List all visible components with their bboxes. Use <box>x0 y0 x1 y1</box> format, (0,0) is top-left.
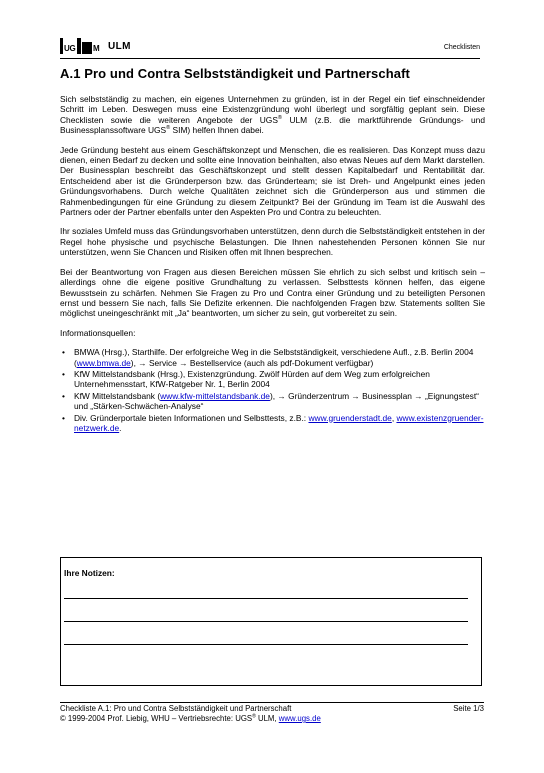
logo-block-right <box>82 42 92 54</box>
source-text: KfW Mittelstandsbank ( <box>74 390 161 401</box>
notes-line <box>64 621 468 622</box>
source-item <box>60 347 485 368</box>
page-header <box>60 38 480 58</box>
bullet-icon: • <box>62 347 65 358</box>
ugs-logo <box>60 38 131 54</box>
source-text: KfW Mittelstandsbank (Hrsg.), Existenzgründung. Zwölf Hürden auf dem Weg zum erfolgreichen Unternehmensstart, KfW-Ratgeber Nr. 1, Berlin 2004 <box>74 368 430 390</box>
source-text: ), → Service → Bestellservice (auch als pdf-Dokument verfügbar) <box>130 357 374 368</box>
page-number: Seite 1/3 <box>453 704 484 713</box>
notes-line <box>64 644 468 645</box>
sources-label: Informationsquellen: <box>60 327 136 338</box>
main-content <box>60 94 485 434</box>
bullet-icon: • <box>62 368 65 379</box>
doc-label: Checklisten <box>443 44 480 51</box>
source-link-gruenderstadt[interactable]: www.gruenderstadt.de <box>308 412 392 423</box>
source-text: Div. Gründerportale bieten Informationen und Selbsttests, z.B.: <box>74 412 309 423</box>
copyright-text: ULM, <box>255 714 279 723</box>
source-item <box>60 413 485 434</box>
source-text: BMWA (Hrsg.), Starthilfe. Der erfolgreiche Weg in die Selbstständigkeit, verschiedene Aufl., z.B. Berlin 2004 ( <box>74 347 474 368</box>
intro-paragraph <box>60 94 485 136</box>
ugs-website-link[interactable]: www.ugs.de <box>278 714 321 723</box>
footer-copyright <box>60 714 484 724</box>
social-paragraph: Ihr soziales Umfeld muss das Gründungsvorhaben unterstützen, denn durch die Selbstständigkeit entstehen in der Regel hohe physische und psychische Belastungen. Die Ihnen nahestehenden Personen können Sie nur unterstützen, wenn Sie Chancen und Risiken offen mit Ihnen besprechen. <box>60 226 485 258</box>
intro-text-1: Sich selbstständig zu machen, ein eigenes Unternehmen zu gründen, ist in der Regel ein tief einschneidender Schritt im Leben. Deswegen muss eine Existenzgründung wohl überlegt und sorgfältig geplant sein. Diese Checklisten sowie die weiteren Angebote der UGS <box>60 94 485 125</box>
source-text: . <box>119 422 122 433</box>
intro-text-3: SIM) helfen Ihnen dabei. <box>170 125 264 136</box>
page-footer <box>60 704 484 724</box>
registered-mark: ® <box>252 713 256 720</box>
logo-bar-left <box>60 38 63 54</box>
notes-title: Ihre Notizen: <box>64 568 115 578</box>
logo-letters-right: M <box>93 44 100 53</box>
source-item <box>60 369 485 390</box>
logo-letters-left: UG <box>64 44 76 53</box>
registered-mark: ® <box>166 125 171 132</box>
bullet-icon: • <box>62 412 65 423</box>
source-link-kfw[interactable]: www.kfw-mittelstandsbank.de <box>160 390 270 401</box>
logo-bar-middle <box>77 38 81 54</box>
intro-text-2: ULM (z.B. die marktführende Gründungs- und Businessplanssoftware UGS <box>60 114 485 136</box>
ugs-logo-mark <box>60 38 104 54</box>
logo-ulm-text: ULM <box>108 40 131 52</box>
source-link-existenzgruender[interactable]: www.existenzgruender-netzwerk.de <box>74 412 484 433</box>
source-item <box>60 391 485 412</box>
questions-paragraph: Bei der Beantwortung von Fragen aus diesen Bereichen müssen Sie ehrlich zu sich selbst und kritisch sein – allerdings ohne die eigene positive Grundhaltung zu verlassen. Selbsttests können helfen, das eigene Bewusstsein zu schärfen. Nehmen Sie Fragen zu Pro und Contra einer Gründung und zu beteiligten Personen ernst und bessern Sie nach, falls Sie Defizite erkennen. Die nachfolgenden Fragen bzw. Statements sollten Sie möglichst uneingeschränkt mit „Ja“ beantworten, um sicher zu sein, gut vorbereitet zu sein. <box>60 266 485 319</box>
concept-paragraph: Jede Gründung besteht aus einem Geschäftskonzept und Menschen, die es realisieren. Das Konzept muss dazu dienen, einen Bedarf zu decken und sollte eine Innovation beinhalten, also etwas Neues auf dem Markt darstellen. Der Businessplan beschreibt das Geschäftskonzept und stellt dessen Kapitalbedarf und Rentabilität dar. Entscheidend aber ist die Gründerperson bzw. das Gründerteam; sie ist Dreh- und Angelpunkt eines jeden Gründungsvorhabens. Durch welche Qualitäten zeichnet sich die Gründerperson aus und stimmen die Rahmenbedingungen für eine Gründung zu diesem Zeitpunkt? Bei der Gründung im Team ist die Auswahl des Partners oder der Partner ebenfalls unter den Aspekten Pro und Contra zu beleuchten. <box>60 144 485 218</box>
header-rule <box>60 58 480 59</box>
page-title: A.1 Pro und Contra Selbstständigkeit und Partnerschaft <box>60 66 410 81</box>
footer-rule <box>60 702 484 703</box>
sources-list <box>60 347 485 433</box>
source-text: , <box>391 412 397 423</box>
notes-line <box>64 598 468 599</box>
copyright-text: © 1999-2004 Prof. Liebig, WHU – Vertriebsrechte: UGS <box>60 714 253 723</box>
notes-box[interactable] <box>60 557 482 686</box>
registered-mark: ® <box>277 115 282 122</box>
source-link-bmwa[interactable]: www.bmwa.de <box>76 357 131 368</box>
source-text: ), → Gründerzentrum → Businessplan → „Eignungstest“ und „Stärken-Schwächen-Analyse“ <box>74 390 479 412</box>
bullet-icon: • <box>62 390 65 401</box>
footer-checklist-title: Checkliste A.1: Pro und Contra Selbstständigkeit und Partnerschaft <box>60 704 292 713</box>
